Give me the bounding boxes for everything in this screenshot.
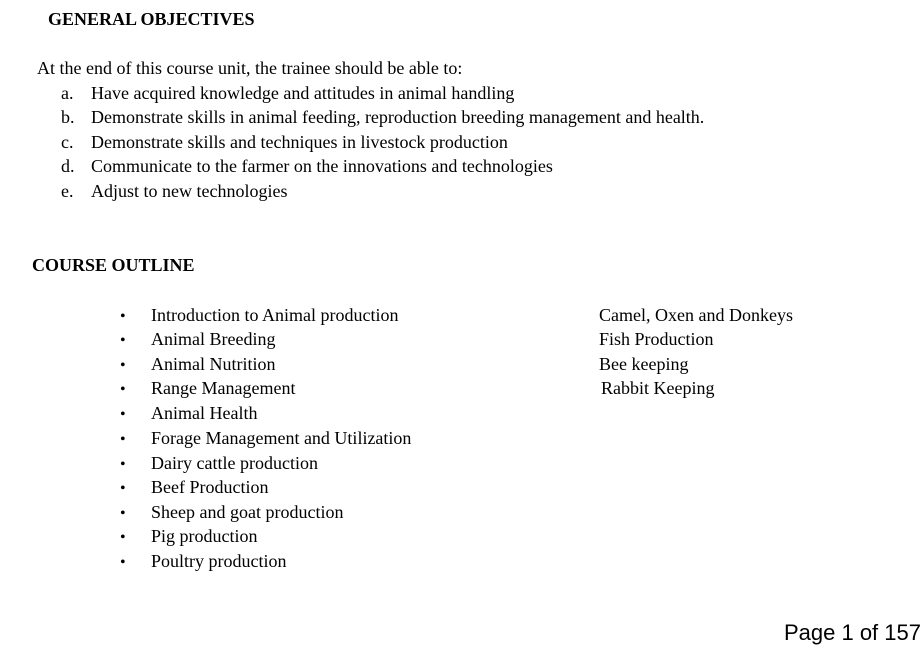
bullet-icon: • <box>120 480 126 497</box>
outline-item-col2: Fish Production <box>599 329 714 349</box>
outline-item: • Forage Management and Utilization <box>120 428 412 448</box>
outline-item: • Pig production <box>120 526 258 546</box>
outline-item: • Range Management <box>120 378 296 398</box>
bullet-icon: • <box>120 431 126 448</box>
outline-item-col2: Camel, Oxen and Donkeys <box>599 305 793 325</box>
bullet-icon: • <box>120 381 126 398</box>
objective-item: e. Adjust to new technologies <box>61 181 288 201</box>
outline-item: • Animal Nutrition <box>120 354 276 374</box>
objective-item: c. Demonstrate skills and techniques in livestock production <box>61 132 508 152</box>
objective-item: d. Communicate to the farmer on the innovations and technologies <box>61 156 553 176</box>
bullet-icon: • <box>120 332 126 349</box>
objectives-intro: At the end of this course unit, the trainee should be able to: <box>37 58 463 78</box>
bullet-icon: • <box>120 529 126 546</box>
outline-item: • Dairy cattle production <box>120 453 318 473</box>
page-number: Page 1 of 157 <box>783 620 921 645</box>
outline-item: • Introduction to Animal production <box>120 305 399 325</box>
bullet-icon: • <box>120 357 126 374</box>
objective-item: a. Have acquired knowledge and attitudes in animal handling <box>61 83 515 103</box>
bullet-icon: • <box>120 456 126 473</box>
bullet-icon: • <box>120 308 126 325</box>
general-objectives-heading: GENERAL OBJECTIVES <box>48 9 255 29</box>
outline-item: • Animal Breeding <box>120 329 276 349</box>
outline-item-col2: Rabbit Keeping <box>601 378 715 398</box>
bullet-icon: • <box>120 554 126 571</box>
outline-item: • Animal Health <box>120 403 258 423</box>
outline-item: • Beef Production <box>120 477 269 497</box>
outline-item: • Poultry production <box>120 551 287 571</box>
outline-item: • Sheep and goat production <box>120 502 344 522</box>
course-outline-heading: COURSE OUTLINE <box>32 255 195 275</box>
bullet-icon: • <box>120 406 126 423</box>
bullet-icon: • <box>120 505 126 522</box>
objective-item: b. Demonstrate skills in animal feeding, reproduction breeding management and health. <box>61 107 705 127</box>
outline-item-col2: Bee keeping <box>599 354 689 374</box>
